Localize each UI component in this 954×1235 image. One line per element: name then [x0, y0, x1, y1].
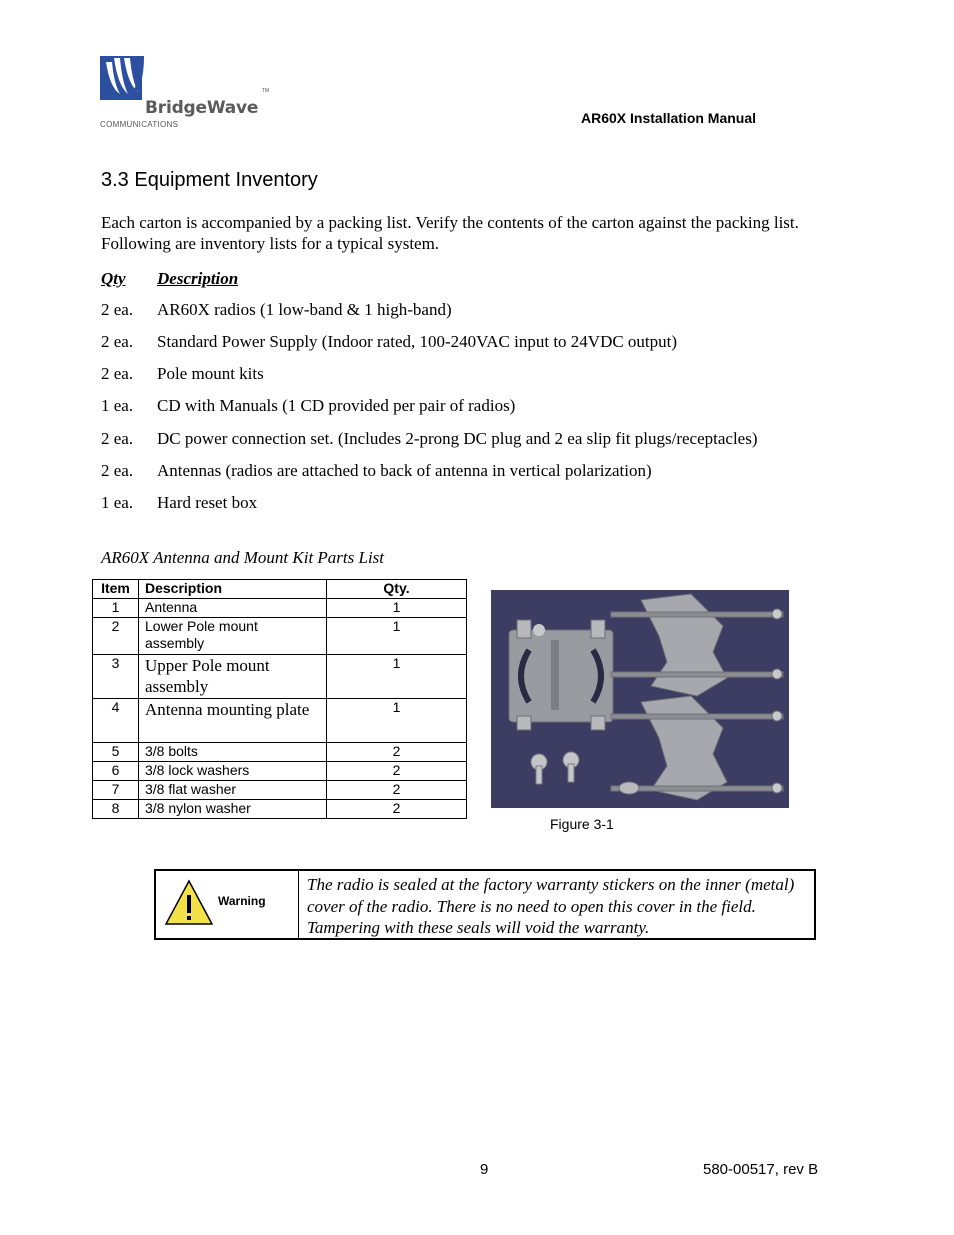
table-row: [93, 781, 467, 800]
inventory-description: Standard Power Supply (Indoor rated, 100-240VAC input to 24VDC output): [157, 332, 678, 351]
inventory-qty-header: Qty: [101, 269, 126, 288]
page-number: 9: [480, 1161, 489, 1178]
section-heading: 3.3 Equipment Inventory: [101, 169, 318, 191]
cell-item: 4: [93, 699, 139, 743]
cell-qty: 1: [327, 699, 467, 743]
warning-label: Warning: [218, 894, 266, 908]
cell-qty: 1: [327, 618, 467, 655]
inventory-description: CD with Manuals (1 CD provided per pair of radios): [157, 396, 516, 415]
warning-text: The radio is sealed at the factory warranty stickers on the inner (metal) cover of the radio. There is no need to open this cover in the field. Tampering with these seals will void the warranty.: [307, 875, 795, 937]
cell-item: 5: [93, 743, 139, 762]
inventory-description-header: Description: [157, 269, 239, 288]
cell-description: Upper Pole mount assembly: [139, 655, 327, 699]
column-header-description: Description: [139, 580, 327, 599]
cell-description: 3/8 flat washer: [139, 781, 327, 800]
table-row: [93, 800, 467, 819]
column-header-item: Item: [93, 580, 139, 599]
cell-description: Lower Pole mount assembly: [139, 618, 327, 655]
mount-kit-photo: [491, 590, 789, 808]
inventory-description: AR60X radios (1 low-band & 1 high-band): [157, 300, 452, 319]
cell-qty: 2: [327, 800, 467, 819]
cell-item: 6: [93, 762, 139, 781]
cell-description: 3/8 bolts: [139, 743, 327, 762]
cell-item: 7: [93, 781, 139, 800]
warning-box: [154, 869, 816, 940]
inventory-description: DC power connection set. (Includes 2-prong DC plug and 2 ea slip fit plugs/receptacles): [157, 429, 758, 448]
inventory-qty: 2 ea.: [101, 332, 134, 351]
table-row: [93, 655, 467, 699]
inventory-qty: 2 ea.: [101, 300, 134, 319]
document-number: 580-00517, rev B: [703, 1161, 819, 1178]
cell-description: Antenna mounting plate: [139, 699, 327, 743]
parts-table: [92, 579, 467, 819]
table-row: [93, 743, 467, 762]
cell-qty: 2: [327, 781, 467, 800]
logo-subtitle: COMMUNICATIONS: [100, 120, 179, 129]
table-header-row: [93, 580, 467, 599]
cell-description: 3/8 nylon washer: [139, 800, 327, 819]
cell-qty: 1: [327, 599, 467, 618]
table-row: [93, 762, 467, 781]
cell-item: 1: [93, 599, 139, 618]
inventory-qty: 2 ea.: [101, 429, 134, 448]
warning-divider: [298, 871, 299, 938]
cell-item: 8: [93, 800, 139, 819]
table-row: [93, 599, 467, 618]
inventory-qty: 1 ea.: [101, 396, 134, 415]
cell-item: 3: [93, 655, 139, 699]
cell-qty: 1: [327, 655, 467, 699]
inventory-description: Antennas (radios are attached to back of antenna in vertical polarization): [157, 461, 652, 480]
parts-table-caption: AR60X Antenna and Mount Kit Parts List: [101, 548, 385, 567]
logo-wordmark: BridgeWave: [145, 98, 259, 118]
inventory-qty: 2 ea.: [101, 364, 134, 383]
cell-qty: 2: [327, 762, 467, 781]
document-title: AR60X Installation Manual: [581, 110, 757, 126]
cell-qty: 2: [327, 743, 467, 762]
figure-caption: Figure 3-1: [550, 816, 614, 832]
cell-description: Antenna: [139, 599, 327, 618]
inventory-qty: 2 ea.: [101, 461, 134, 480]
table-row: [93, 699, 467, 743]
column-header-qty: Qty.: [327, 580, 467, 599]
cell-item: 2: [93, 618, 139, 655]
table-row: [93, 618, 467, 655]
warning-triangle-icon: [164, 879, 214, 926]
logo-trademark: TM: [262, 88, 270, 94]
inventory-description: Hard reset box: [157, 493, 258, 512]
cell-description: 3/8 lock washers: [139, 762, 327, 781]
inventory-qty: 1 ea.: [101, 493, 134, 512]
inventory-description: Pole mount kits: [157, 364, 264, 383]
intro-paragraph: Each carton is accompanied by a packing list. Verify the contents of the carton against the packing list. Following are inventory lists for a typical system.: [101, 213, 799, 253]
